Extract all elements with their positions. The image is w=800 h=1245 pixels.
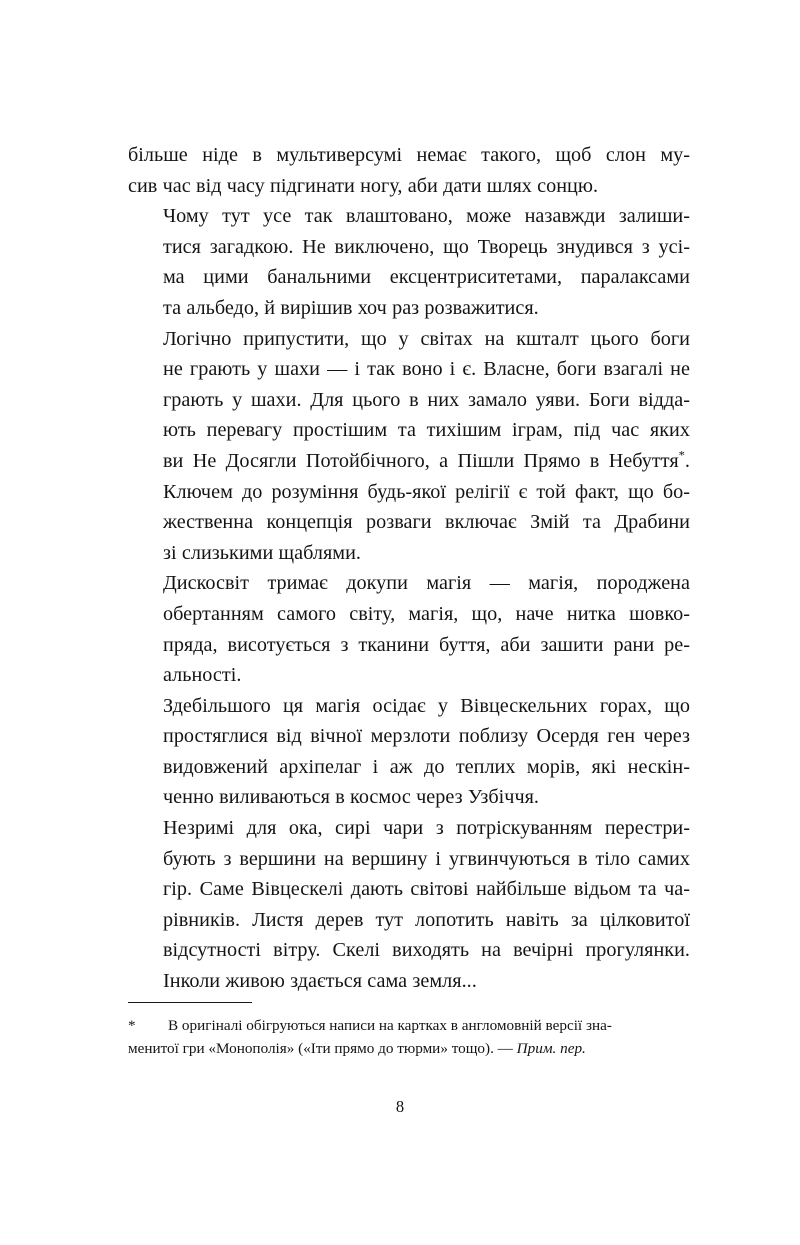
text-line: ма цими банальними ексцентриситетами, паралаксами xyxy=(163,266,690,289)
paragraph-2 xyxy=(128,201,690,323)
text-line: жественна концепція розваги включає Змій та Драбини xyxy=(163,511,690,534)
text-line-with-footnote-marker: ви Не Досягли Потойбічного, а Пішли Прямо в Небуття*. xyxy=(163,448,690,472)
text-line: Здебільшого ця магія осідає у Вівцескельних горах, що xyxy=(163,694,690,717)
footnote-text xyxy=(128,1014,690,1060)
page-number: 8 xyxy=(395,1097,405,1116)
text-line: рівників. Листя дерев тут лопотить навіть за цілковитої xyxy=(163,908,690,931)
footnote-marker: * xyxy=(128,1017,136,1034)
paragraph-5 xyxy=(128,691,690,813)
footnote-separator-rule xyxy=(128,1002,252,1003)
text-line: пряда, висотується з тканини буття, аби зашити рани ре- xyxy=(163,633,690,656)
footnote-area xyxy=(128,1002,690,1060)
footnote-line-2 xyxy=(128,1037,690,1060)
paragraph-1 xyxy=(128,140,690,201)
footnote-line-1 xyxy=(128,1014,690,1037)
paragraph-3 xyxy=(128,324,690,569)
text-line: альності. xyxy=(163,664,242,687)
text-line: більше ніде в мультиверсумі немає такого, щоб слон му- xyxy=(128,144,690,166)
text-line: Незримі для ока, сирі чари з потріскуванням перестри- xyxy=(163,817,690,840)
text-line: тися загадкою. Не виключено, що Творець знудився з усі- xyxy=(163,235,690,258)
body-text-block xyxy=(128,140,690,997)
text-line: Дискосвіт тримає докупи магія — магія, породжена xyxy=(163,572,690,595)
paragraph-6 xyxy=(128,813,690,997)
text-line: не грають у шахи — і так воно і є. Власне, боги взагалі не xyxy=(163,358,690,381)
text-line: ченно виливаються в космос через Узбіччя. xyxy=(163,786,539,809)
text-line: Інколи живою здається сама земля... xyxy=(163,970,477,993)
footnote-reference-marker: * xyxy=(678,448,685,463)
text-line: Ключем до розуміння будь-якої релігії є той факт, що бо- xyxy=(163,480,690,503)
text-line: відсутності вітру. Скелі виходять на вечірні прогулянки. xyxy=(163,939,690,962)
text-line: сив час від часу підгинати ногу, аби дати шлях сонцю. xyxy=(128,174,599,197)
text-line: Логічно припустити, що у світах на кшталт цього боги xyxy=(163,327,690,350)
text-line: видовжений архіпелаг і аж до теплих морів, які нескін- xyxy=(163,755,690,778)
text-line: та альбедо, й вирішив хоч раз розважитися. xyxy=(163,296,539,319)
footnote-line-1-text: В оригіналі обігруються написи на картках в англомовній версії зна- xyxy=(168,1017,612,1034)
text-line: грають у шахи. Для цього в них замало уяви. Боги відда- xyxy=(163,388,690,411)
text-line: гір. Саме Вівцескелі дають світові найбільше відьом та ча- xyxy=(163,878,690,901)
paragraph-4 xyxy=(128,568,690,690)
text-line: ють перевагу простішим та тихішим іграм, під час яких xyxy=(163,419,690,442)
text-line: простяглися від вічної мерзлоти поблизу Осердя ген через xyxy=(163,725,690,748)
footnote-attribution: Прим. пер. xyxy=(516,1040,586,1057)
text-line: Чому тут усе так влаштовано, може назавжди залиши- xyxy=(163,205,690,228)
text-line: бують з вершини на вершину і угвинчуються в тіло самих xyxy=(163,847,690,870)
text-line: обертанням самого світу, магія, що, наче нитка шовко- xyxy=(163,602,690,625)
text-line: зі слизькими щаблями. xyxy=(163,541,361,564)
footnote-line-2-text: менитої гри «Монополія» («Іти прямо до тюрми» тощо). — xyxy=(128,1040,517,1057)
